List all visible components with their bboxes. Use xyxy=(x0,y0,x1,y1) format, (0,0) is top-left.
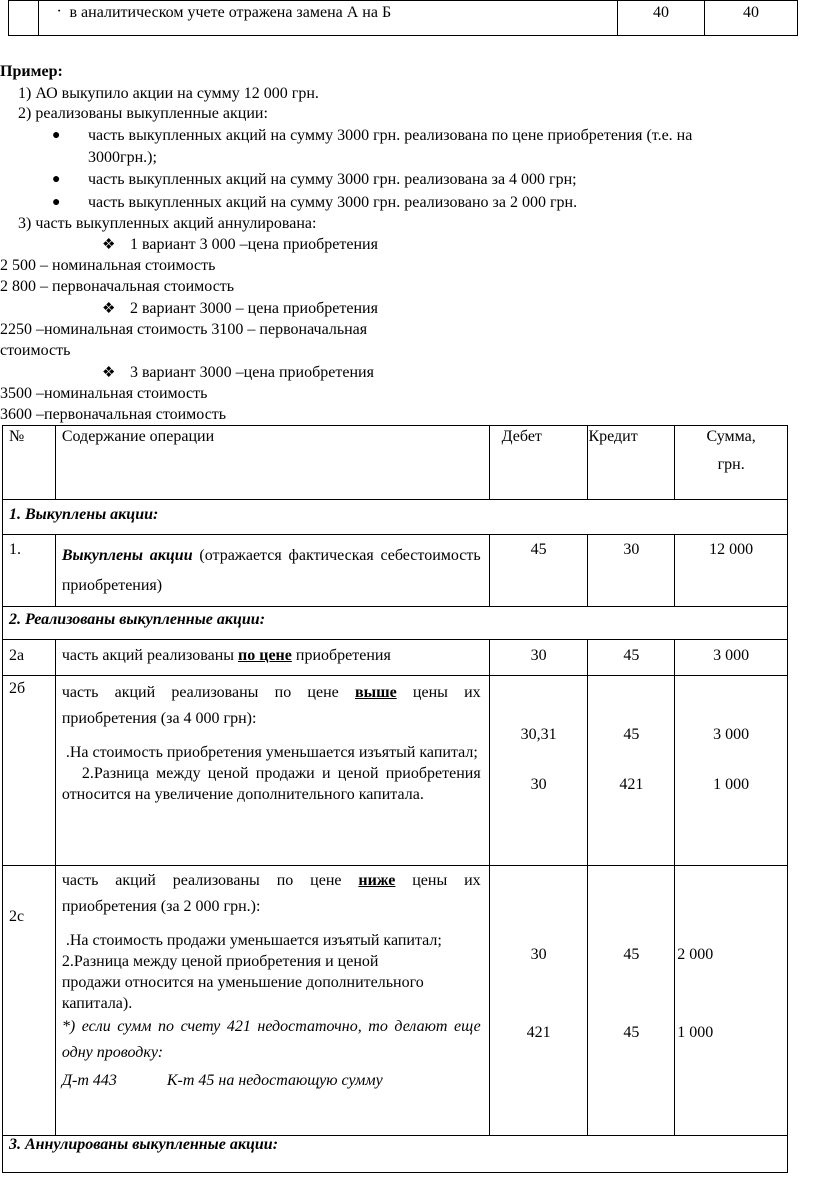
row-2b-point-2: 2.Разница между ценой продажи и ценой приобретения относится на увеличение дополнительного капитала. xyxy=(61,765,481,803)
row-2a-text-2: приобретения xyxy=(291,647,391,664)
row-2c-credit-1: 45 xyxy=(623,946,640,963)
row-2c-text-1: часть акций реализованы по цене xyxy=(61,872,359,889)
top-credit-value: 40 xyxy=(743,4,759,21)
variant-3: 3 вариант 3000 –цена приобретения xyxy=(130,364,374,381)
row-2b-text-2: цены их приобретения (за 4 000 грн): xyxy=(61,684,481,727)
row-2c-debit-1: 30 xyxy=(530,946,547,963)
example-item-2: 2) реализованы выкупленные акции: xyxy=(18,105,268,122)
variant-1: 1 вариант 3 000 –цена приобретения xyxy=(130,236,378,253)
header-sum-line1: Сумма, xyxy=(706,428,756,445)
variant-2-initial: стоимость xyxy=(0,342,71,359)
row-1-content xyxy=(55,535,489,607)
row-2c-sum-1: 2 000 xyxy=(677,946,714,963)
top-row-content xyxy=(39,1,618,36)
example-item-1: 1) АО выкупило акции на сумму 12 000 грн. xyxy=(18,85,319,102)
row-2c-note: *) если сумм по счету 421 недостаточно, то делают еще одну проводку: xyxy=(61,1018,481,1061)
row-2b-underlined: выше xyxy=(354,684,397,701)
row-1-bold-text: Выкуплены акции xyxy=(61,547,193,564)
row-2c-entry-debit: Д-т 443 xyxy=(61,1072,117,1089)
row-2c-debit-2: 421 xyxy=(526,1024,551,1041)
row-2a-content xyxy=(55,640,489,676)
header-sum xyxy=(675,426,788,500)
row-2c-point-1: .На стоимость продажи уменьшается изъятый капитал; xyxy=(65,932,442,949)
row-1-rest-text: (отражается фактическая себестоимость приобретения) xyxy=(61,547,481,594)
row-2c-point-2: 2.Разница между ценой приобретения и ценой продажи относится на уменьшение дополнительного капитала). xyxy=(61,953,424,1012)
row-2b-text-1: часть акций реализованы по цене xyxy=(61,684,355,701)
section-row xyxy=(3,607,788,640)
sub-item-a-line2: 3000грн.); xyxy=(88,149,157,166)
row-2a-underlined: по цене xyxy=(238,647,292,664)
row-2b-credit-2: 421 xyxy=(619,776,644,793)
row-2c-underlined: ниже xyxy=(358,872,396,889)
empty-cell xyxy=(9,1,39,36)
sub-item-a-line1: часть выкупленных акций на сумму 3000 грн. реализована по цене приобретения (т.е. на xyxy=(88,127,693,144)
table-row xyxy=(3,676,788,866)
table-row xyxy=(3,866,788,1136)
diamond-icon: ❖ xyxy=(102,365,116,381)
row-2b-credit-1: 45 xyxy=(623,726,640,743)
row-2b-debit-1: 30,31 xyxy=(520,726,557,743)
row-2c-debit xyxy=(489,866,588,1136)
section-row xyxy=(3,500,788,535)
row-2a-num: 2а xyxy=(3,640,56,676)
row-2c-credit xyxy=(588,866,675,1136)
row-2b-debit-2: 30 xyxy=(530,776,547,793)
table-row xyxy=(3,535,788,607)
top-row-credit xyxy=(705,1,798,36)
header-credit: Кредит xyxy=(588,426,675,500)
row-2c-sum-2: 1 000 xyxy=(677,1024,714,1041)
top-row-debit xyxy=(618,1,705,36)
header-num: № xyxy=(3,426,56,500)
operations-table xyxy=(2,425,788,1173)
row-2c-num xyxy=(3,866,56,1136)
variant-3-nominal: 3500 –номинальная стоимость xyxy=(0,385,208,402)
row-2a-debit: 30 xyxy=(489,640,588,676)
bullet-icon: ● xyxy=(52,172,61,187)
row-2c-sum xyxy=(675,866,788,1136)
row-2b-sum-2: 1 000 xyxy=(713,776,750,793)
table-row xyxy=(9,1,798,36)
row-2c-content xyxy=(55,866,489,1136)
row-2c-num-text: 2с xyxy=(9,908,25,925)
row-2a-credit: 45 xyxy=(588,640,675,676)
variant-3-initial: 3600 –первоначальная стоимость xyxy=(0,406,227,423)
row-2b-debit xyxy=(489,676,588,866)
example-item-3: 3) часть выкупленных акций аннулирована: xyxy=(18,215,317,232)
row-2a-sum: 3 000 xyxy=(675,640,788,676)
variant-1-nominal: 2 500 – номинальная стоимость xyxy=(0,257,216,274)
header-content: Содержание операции xyxy=(55,426,489,500)
diamond-icon: ❖ xyxy=(102,301,116,317)
row-1-sum: 12 000 xyxy=(675,535,788,607)
row-2b-credit xyxy=(588,676,675,866)
table-header-row xyxy=(3,426,788,500)
row-2b-sum-1: 3 000 xyxy=(713,726,750,743)
row-2c-credit-2: 45 xyxy=(623,1024,640,1041)
top-debit-value: 40 xyxy=(653,4,669,21)
example-title: Пример: xyxy=(0,63,63,80)
sub-item-c: часть выкупленных акций на сумму 3000 грн. реализовано за 2 000 грн. xyxy=(88,194,578,211)
section-3-title: 3. Аннулированы выкупленные акции: xyxy=(3,1136,788,1173)
row-2c-entry xyxy=(62,1072,481,1090)
row-2c-text-2: цены их приобретения (за 2 000 грн.): xyxy=(61,872,481,915)
row-1-debit: 45 xyxy=(489,535,588,607)
sub-item-b: часть выкупленных акций на сумму 3000 грн. реализована за 4 000 грн; xyxy=(88,171,577,188)
row-2b-num: 2б xyxy=(3,676,56,866)
header-debit: Дебет xyxy=(489,426,588,500)
top-table xyxy=(8,0,798,36)
section-row xyxy=(3,1136,788,1173)
row-2b-point-1: .На стоимость приобретения уменьшается изъятый капитал; xyxy=(65,744,478,761)
row-2a-text-1: часть акций реализованы xyxy=(61,647,239,664)
row-1-credit: 30 xyxy=(588,535,675,607)
top-row-text: в аналитическом учете отражена замена А на Б xyxy=(69,3,392,21)
diamond-icon: ❖ xyxy=(102,237,116,253)
variant-2-nominal: 2250 –номинальная стоимость 3100 – первоначальная xyxy=(0,321,368,338)
variant-1-initial: 2 800 – первоначальная стоимость xyxy=(0,278,235,295)
row-2b-content xyxy=(55,676,489,866)
row-2c-entry-credit: К-т 45 на недостающую сумму xyxy=(166,1072,383,1089)
bullet-icon: ● xyxy=(52,195,61,210)
header-sum-line2: грн. xyxy=(717,456,745,473)
section-2-title: 2. Реализованы выкупленные акции: xyxy=(3,607,788,640)
row-1-num: 1. xyxy=(3,535,56,607)
bullet-dot: · xyxy=(56,2,62,20)
section-1-title: 1. Выкуплены акции: xyxy=(3,500,788,535)
row-2b-sum xyxy=(675,676,788,866)
table-row xyxy=(3,640,788,676)
bullet-icon: ● xyxy=(52,128,61,143)
variant-2: 2 вариант 3000 – цена приобретения xyxy=(130,300,378,317)
